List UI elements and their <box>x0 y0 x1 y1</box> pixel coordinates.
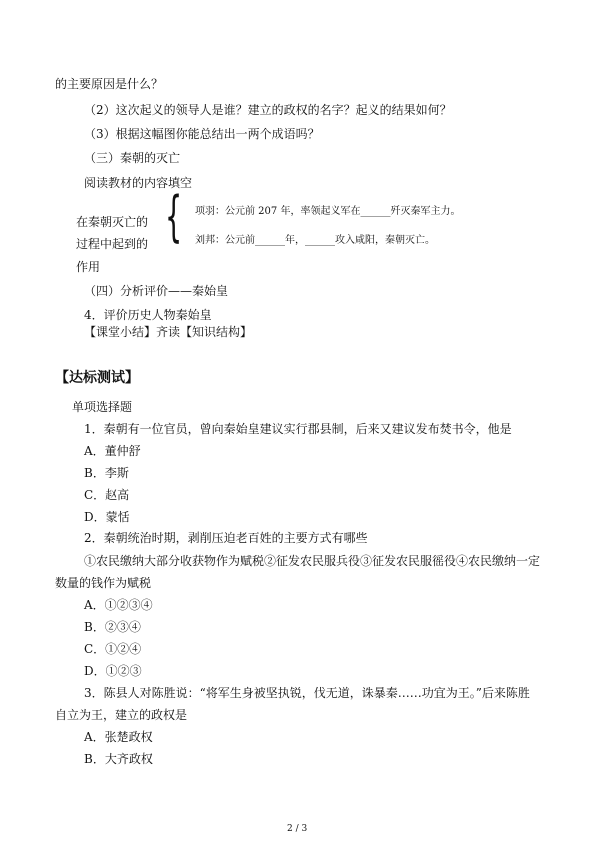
section-title: 【达标测试】 <box>55 370 139 386</box>
q2-option-a: A．①②③④ <box>84 598 153 612</box>
test-question-2: 2．秦朝统治时期，剥削压迫老百姓的主要方式有哪些 <box>84 531 368 545</box>
test-question-3: 3．陈县人对陈胜说：“将军生身被坚执锐，伐无道，诛暴秦……功宜为王。”后来陈胜 <box>84 686 530 700</box>
q2-statements: ①农民缴纳大部分收获物作为赋税②征发农民服兵役③征发农民服徭役④农民缴纳一定 <box>84 554 541 568</box>
subsection-qin-fall: （三）秦朝的灭亡 <box>84 151 181 165</box>
test-question-1: 1．秦朝有一位官员，曾向秦始皇建议实行郡县制，后来又建议发布焚书令，他是 <box>84 422 512 436</box>
evaluate-item: 4．评价历史人物秦始皇 <box>84 308 212 322</box>
q1-option-a: A．董仲舒 <box>84 444 141 458</box>
q1-option-b: B．李斯 <box>84 466 129 480</box>
q2-option-b: B．②③④ <box>84 620 141 634</box>
question-type: 单项选择题 <box>72 400 133 414</box>
q3-option-a: A．张楚政权 <box>84 730 153 744</box>
qin-role-label-1: 在秦朝灭亡的 <box>76 215 149 229</box>
qin-role-label-2: 过程中起到的 <box>76 237 149 251</box>
question-3: （3）根据这幅图你能总结出一两个成语吗？ <box>84 127 320 141</box>
liubang-fill-line: 刘邦：公元前______年，______攻入咸阳，秦朝灭亡。 <box>195 235 435 246</box>
page-number: 2 / 3 <box>287 824 308 834</box>
subsection-evaluate: （四）分析评价——秦始皇 <box>84 284 229 298</box>
instruction-fill: 阅读教材的内容填空 <box>84 176 193 190</box>
question-2: （2）这次起义的领导人是谁？建立的政权的名字？起义的结果如何？ <box>84 103 452 117</box>
q2-option-c: C．①②④ <box>84 642 142 656</box>
q1-option-d: D．蒙恬 <box>84 510 130 524</box>
xiangyu-fill-line: 项羽：公元前 207 年，率领起义军在______歼灭秦军主力。 <box>195 206 461 217</box>
q2-option-d: D．①②③ <box>84 664 142 678</box>
q1-option-c: C．赵高 <box>84 488 130 502</box>
class-summary: 【课堂小结】齐读【知识结构】 <box>84 325 253 339</box>
test-question-3-cont: 自立为王，建立的政权是 <box>55 708 188 722</box>
question-continuation: 的主要原因是什么？ <box>55 77 164 91</box>
q2-statements-cont: 数量的钱作为赋税 <box>55 576 152 590</box>
qin-role-label-3: 作用 <box>76 260 101 274</box>
q3-option-b: B．大齐政权 <box>84 752 153 766</box>
brace-icon: { <box>165 185 183 248</box>
